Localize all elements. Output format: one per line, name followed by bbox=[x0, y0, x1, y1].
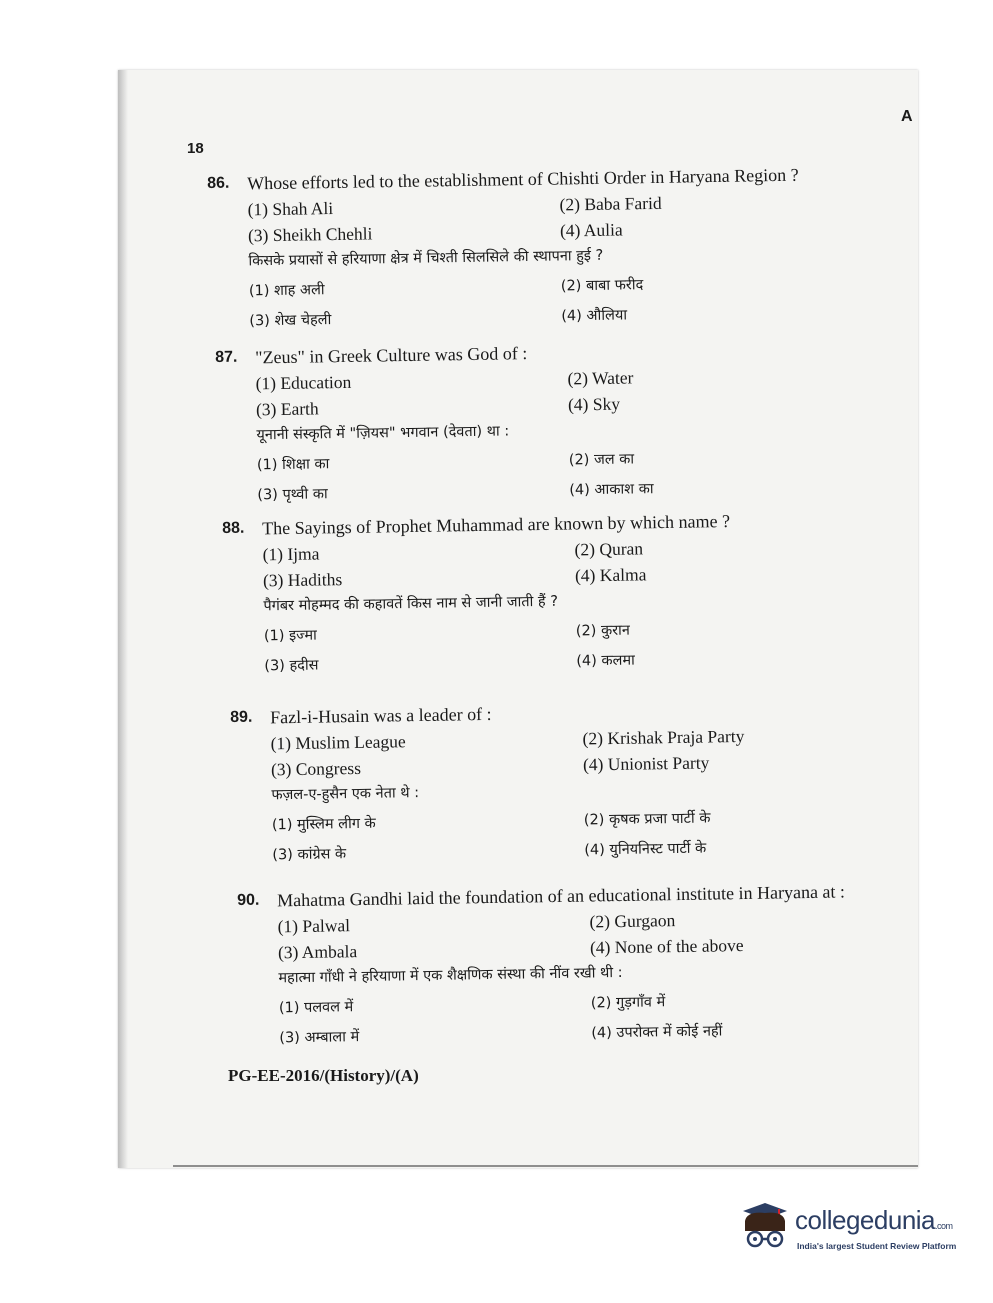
question-text-en: "Zeus" in Greek Culture was God of : bbox=[255, 343, 528, 368]
question-text-en: The Sayings of Prophet Muhammad are known by which name ? bbox=[262, 511, 731, 539]
option-3-en: (3) Ambala bbox=[277, 941, 358, 963]
question-number: 89. bbox=[230, 708, 253, 726]
question-number: 90. bbox=[237, 891, 260, 909]
option-1-en: (1) Palwal bbox=[277, 915, 351, 937]
option-3-hi: (3) पृथ्वी का bbox=[257, 486, 328, 504]
option-4-en: (4) Kalma bbox=[574, 564, 647, 586]
option-4-hi: (4) औलिया bbox=[561, 307, 628, 325]
brand-name: collegedunia.com bbox=[795, 1205, 953, 1235]
option-2-hi: (2) जल का bbox=[568, 451, 635, 469]
option-3-en: (3) Congress bbox=[270, 757, 362, 780]
option-4-hi: (4) आकाश का bbox=[569, 481, 654, 499]
option-1-hi: (1) शिक्षा का bbox=[256, 456, 330, 474]
question-87 bbox=[215, 335, 878, 511]
option-2-en: (2) Gurgaon bbox=[589, 910, 676, 932]
page-bottom-rule bbox=[173, 1165, 918, 1167]
option-4-en: (4) Unionist Party bbox=[582, 752, 710, 775]
option-3-hi: (3) कांग्रेस के bbox=[272, 846, 347, 864]
option-4-en: (4) None of the above bbox=[589, 935, 744, 958]
option-1-hi: (1) पलवल में bbox=[278, 999, 354, 1017]
option-2-hi: (2) कृषक प्रजा पार्टी के bbox=[583, 810, 711, 829]
question-text-hi: किसके प्रयासों से हरियाणा क्षेत्र में चिश्ती सिलसिले की स्थापना हुई ? bbox=[248, 247, 604, 270]
question-number: 88. bbox=[222, 519, 245, 537]
option-4-hi: (4) कलमा bbox=[576, 652, 635, 670]
option-4-en: (4) Sky bbox=[567, 393, 621, 415]
question-text-en: Fazl-i-Husain was a leader of : bbox=[270, 703, 492, 728]
page-number: 18 bbox=[187, 140, 204, 157]
question-text-en: Mahatma Gandhi laid the foundation of an educational institute in Haryana at : bbox=[277, 881, 846, 911]
page-edge-shadow bbox=[118, 70, 128, 1168]
option-3-hi: (3) हदीस bbox=[264, 657, 319, 675]
option-1-en: (1) Ijma bbox=[262, 543, 320, 565]
option-2-en: (2) Water bbox=[567, 367, 634, 389]
option-2-en: (2) Quran bbox=[574, 538, 644, 560]
collegedunia-watermark bbox=[735, 1195, 965, 1260]
option-3-hi: (3) शेख चेहली bbox=[249, 312, 332, 330]
brand-tagline: India's largest Student Review Platform bbox=[797, 1241, 957, 1251]
paper-code: PG-EE-2016/(History)/(A) bbox=[228, 1066, 419, 1085]
option-1-en: (1) Shah Ali bbox=[247, 198, 334, 220]
option-4-en: (4) Aulia bbox=[559, 219, 623, 241]
question-number: 86. bbox=[207, 174, 230, 192]
option-2-en: (2) Baba Farid bbox=[559, 192, 662, 215]
question-text-hi: यूनानी संस्कृति में "ज़ियस" भगवान (देवता) था : bbox=[256, 423, 510, 444]
option-3-en: (3) Earth bbox=[255, 398, 319, 420]
option-2-hi: (2) बाबा फरीद bbox=[560, 277, 644, 295]
question-text-hi: महात्मा गाँधी ने हरियाणा में एक शैक्षणिक संस्था की नींव रखी थी : bbox=[278, 964, 623, 987]
question-text-hi: पैगंबर मोहम्मद की कहावतें किस नाम से जानी जाती हैं ? bbox=[263, 593, 559, 615]
option-3-en: (3) Sheikh Chehli bbox=[247, 223, 373, 246]
option-1-hi: (1) शाह अली bbox=[248, 282, 325, 300]
option-4-hi: (4) युनियनिस्ट पार्टी के bbox=[584, 840, 707, 859]
option-4-hi: (4) उपरोक्त में कोई नहीं bbox=[591, 1023, 723, 1042]
option-3-hi: (3) अम्बाला में bbox=[279, 1029, 360, 1047]
question-89 bbox=[230, 695, 893, 871]
question-text-en: Whose efforts led to the establishment of Chishti Order in Haryana Region ? bbox=[247, 164, 799, 194]
option-2-en: (2) Krishak Praja Party bbox=[582, 725, 745, 749]
question-88 bbox=[222, 506, 885, 682]
option-2-hi: (2) कुरान bbox=[575, 622, 631, 640]
question-86 bbox=[207, 161, 870, 337]
option-2-hi: (2) गुड़गाँव में bbox=[590, 994, 666, 1012]
option-1-en: (1) Education bbox=[255, 371, 352, 394]
question-90 bbox=[237, 878, 900, 1054]
option-1-hi: (1) इज्मा bbox=[263, 627, 318, 645]
option-3-en: (3) Hadiths bbox=[262, 569, 343, 591]
option-1-en: (1) Muslim League bbox=[270, 731, 406, 754]
option-1-hi: (1) मुस्लिम लीग के bbox=[271, 815, 376, 834]
question-number: 87. bbox=[215, 348, 238, 366]
mascot-logo-icon bbox=[735, 1195, 795, 1260]
question-text-hi: फज़ल-ए-हुसैन एक नेता थे : bbox=[271, 785, 420, 804]
booklet-series: A bbox=[901, 108, 913, 125]
